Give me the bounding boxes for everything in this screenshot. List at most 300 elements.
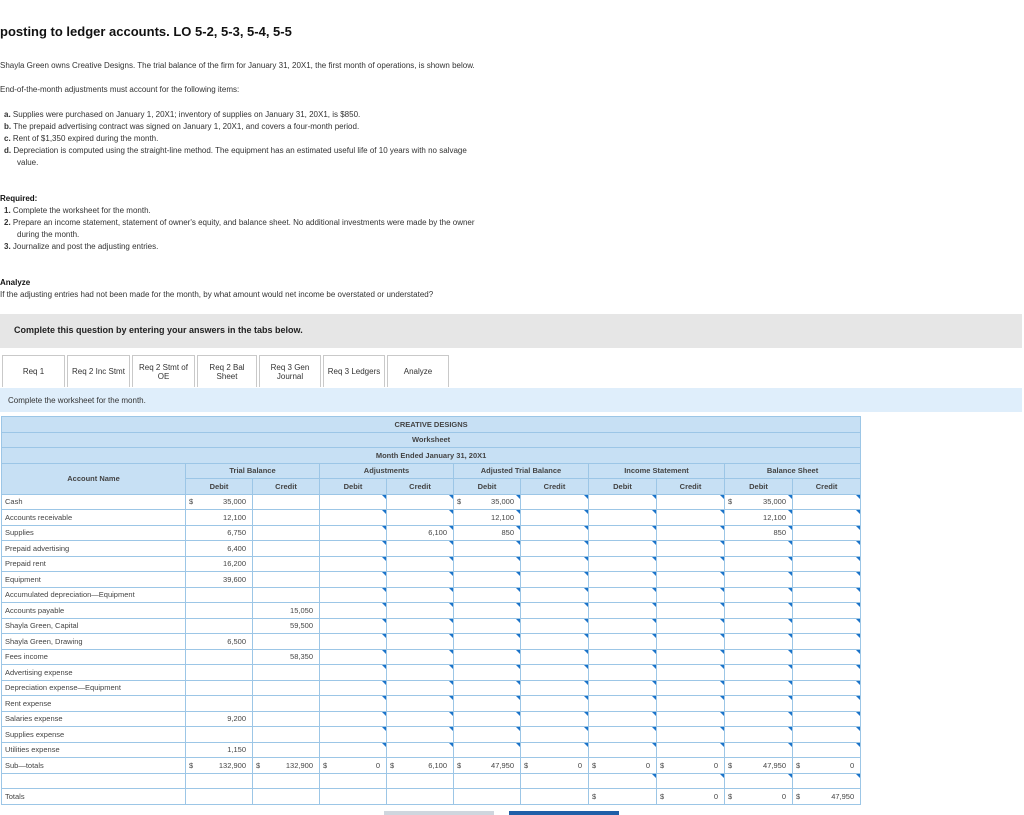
is-d-cell[interactable] xyxy=(589,634,657,650)
is-d-cell[interactable] xyxy=(589,618,657,634)
is-d-cell[interactable] xyxy=(589,742,657,758)
account-name-header: Account Name xyxy=(2,463,186,494)
table-row xyxy=(2,618,861,634)
bs-c-cell[interactable] xyxy=(793,680,861,696)
cell-value: 12,100 xyxy=(223,512,246,522)
is-d-cell[interactable] xyxy=(589,541,657,557)
tb-c-cell xyxy=(253,587,320,603)
adj-d-cell[interactable] xyxy=(320,525,387,541)
currency-symbol: $ xyxy=(189,497,194,507)
is-d-cell[interactable] xyxy=(589,649,657,665)
adj-c-cell[interactable] xyxy=(387,711,454,727)
cell-value: 9,200 xyxy=(227,714,246,724)
is-d-total xyxy=(589,789,657,805)
company-name: CREATIVE DESIGNS xyxy=(2,417,861,433)
currency-symbol: $ xyxy=(256,760,261,770)
is-c-cell[interactable] xyxy=(657,634,725,650)
credit-header: Credit xyxy=(253,479,320,495)
adj-c-cell[interactable] xyxy=(387,649,454,665)
atb-c-cell[interactable] xyxy=(521,665,589,681)
atb-d-cell[interactable] xyxy=(454,727,521,743)
cell-value: 0 xyxy=(713,791,718,801)
atb-c-cell[interactable] xyxy=(521,510,589,526)
tb-c-cell xyxy=(253,494,320,510)
atb-c-cell xyxy=(521,758,589,774)
atb-d-cell[interactable] xyxy=(454,603,521,619)
tb-c-cell xyxy=(253,525,320,541)
bs-c-cell[interactable] xyxy=(793,556,861,572)
currency-symbol: $ xyxy=(660,760,665,770)
bs-c-cell[interactable] xyxy=(793,603,861,619)
bs-d-cell[interactable] xyxy=(725,510,793,526)
is-d-cell[interactable] xyxy=(589,680,657,696)
tb-d-cell xyxy=(186,572,253,588)
tab-req-3-ledgers[interactable]: Req 3 Ledgers xyxy=(323,355,385,387)
cell-value: 0 xyxy=(781,791,786,801)
adj-d-cell[interactable] xyxy=(320,618,387,634)
adj-d-cell[interactable] xyxy=(320,665,387,681)
tb-d-cell xyxy=(186,587,253,603)
totals-label: Totals xyxy=(2,789,186,805)
empty-cell xyxy=(387,789,454,805)
is-d-cell[interactable] xyxy=(589,510,657,526)
account-name: Depreciation expense—Equipment xyxy=(2,680,186,696)
is-d-cell[interactable] xyxy=(589,572,657,588)
adj-d-cell[interactable] xyxy=(320,727,387,743)
table-row xyxy=(2,680,861,696)
tb-c-cell xyxy=(253,711,320,727)
required-item-1: 1. Complete the worksheet for the month. xyxy=(4,206,151,215)
tb-c-cell xyxy=(253,572,320,588)
bs-c-cell[interactable] xyxy=(793,711,861,727)
bs-d-cell[interactable] xyxy=(725,494,793,510)
bs-d-cell[interactable] xyxy=(725,572,793,588)
bs-c-cell[interactable] xyxy=(793,494,861,510)
is-d-input[interactable] xyxy=(589,773,657,789)
empty-cell xyxy=(253,789,320,805)
bs-d-cell[interactable] xyxy=(725,665,793,681)
debit-header: Debit xyxy=(186,479,253,495)
required-heading: Required: xyxy=(0,194,38,203)
cell-value: 16,200 xyxy=(223,559,246,569)
currency-symbol: $ xyxy=(524,760,529,770)
currency-symbol: $ xyxy=(728,760,733,770)
cell-value: 132,900 xyxy=(218,760,246,770)
bs-d-cell[interactable] xyxy=(725,556,793,572)
tb-c-cell xyxy=(253,649,320,665)
atb-d-cell[interactable] xyxy=(454,618,521,634)
tb-c-cell xyxy=(253,618,320,634)
is-c-cell[interactable] xyxy=(657,494,725,510)
bs-d-cell[interactable] xyxy=(725,618,793,634)
adj-d-cell[interactable] xyxy=(320,634,387,650)
atb-c-cell[interactable] xyxy=(521,587,589,603)
bs-c-cell[interactable] xyxy=(793,665,861,681)
account-name: Shayla Green, Drawing xyxy=(2,634,186,650)
required-item-3: 3. Journalize and post the adjusting entries. xyxy=(4,242,159,251)
is-c-cell[interactable] xyxy=(657,696,725,712)
cell-value: 132,900 xyxy=(285,760,313,770)
adj-c-cell[interactable] xyxy=(387,696,454,712)
tb-d-cell xyxy=(186,665,253,681)
cell-value: 58,350 xyxy=(290,652,313,662)
tb-d-cell xyxy=(186,525,253,541)
is-c-cell[interactable] xyxy=(657,572,725,588)
bs-d-total xyxy=(725,789,793,805)
is-c-cell[interactable] xyxy=(657,665,725,681)
account-name: Accounts payable xyxy=(2,603,186,619)
tb-d-cell xyxy=(186,758,253,774)
atb-d-cell[interactable] xyxy=(454,665,521,681)
net-income-row xyxy=(2,773,861,789)
atb-d-cell[interactable] xyxy=(454,696,521,712)
bs-d-cell[interactable] xyxy=(725,634,793,650)
atb-c-cell[interactable] xyxy=(521,494,589,510)
account-name: Prepaid rent xyxy=(2,556,186,572)
is-c-cell[interactable] xyxy=(657,649,725,665)
adjustment-item-b: b. The prepaid advertising contract was signed on January 1, 20X1, and covers a four-month period. xyxy=(4,122,360,131)
is-d-cell xyxy=(589,758,657,774)
tab-req-3-gen-journal[interactable]: Req 3 Gen Journal xyxy=(259,355,321,387)
tb-d-cell xyxy=(186,727,253,743)
bs-d-cell xyxy=(725,758,793,774)
bs-c-cell[interactable] xyxy=(793,525,861,541)
tb-c-cell xyxy=(253,680,320,696)
subtotals-label: Sub—totals xyxy=(2,758,186,774)
instructions-banner: Complete this question by entering your answers in the tabs below. xyxy=(0,314,1022,348)
bs-d-cell[interactable] xyxy=(725,680,793,696)
credit-header: Credit xyxy=(387,479,454,495)
atb-d-cell[interactable] xyxy=(454,556,521,572)
debit-header: Debit xyxy=(454,479,521,495)
table-row xyxy=(2,541,861,557)
bs-d-cell[interactable] xyxy=(725,649,793,665)
empty-cell xyxy=(253,773,320,789)
table-row xyxy=(2,587,861,603)
bs-d-input[interactable] xyxy=(725,773,793,789)
adj-c-cell[interactable] xyxy=(387,727,454,743)
adjustment-item-d: d. Depreciation is computed using the straight-line method. The equipment has an estimated useful life of 10 years with no salvage xyxy=(4,146,467,155)
tb-d-cell xyxy=(186,742,253,758)
bs-d-cell[interactable] xyxy=(725,587,793,603)
is-c-cell[interactable] xyxy=(657,587,725,603)
adj-d-cell[interactable] xyxy=(320,494,387,510)
group-header: Balance Sheet xyxy=(725,463,861,479)
table-row xyxy=(2,572,861,588)
bs-c-cell[interactable] xyxy=(793,649,861,665)
bs-d-cell[interactable] xyxy=(725,711,793,727)
bs-c-cell xyxy=(793,758,861,774)
bs-d-cell[interactable] xyxy=(725,603,793,619)
tab-req-1[interactable]: Req 1 xyxy=(2,355,65,387)
atb-c-cell[interactable] xyxy=(521,556,589,572)
is-c-cell[interactable] xyxy=(657,525,725,541)
account-name: Advertising expense xyxy=(2,665,186,681)
bs-c-cell[interactable] xyxy=(793,587,861,603)
tb-d-cell xyxy=(186,618,253,634)
currency-symbol: $ xyxy=(323,760,328,770)
is-c-cell[interactable] xyxy=(657,510,725,526)
account-name: Accounts receivable xyxy=(2,510,186,526)
cell-value: 15,050 xyxy=(290,605,313,615)
adj-c-cell[interactable] xyxy=(387,556,454,572)
account-name: Accumulated depreciation—Equipment xyxy=(2,587,186,603)
cell-value: 6,100 xyxy=(428,528,447,538)
problem-intro: Shayla Green owns Creative Designs. The trial balance of the firm for January 31, 20X1, the first month of operations, is shown below. xyxy=(0,61,475,70)
bs-c-cell[interactable] xyxy=(793,742,861,758)
account-name: Supplies xyxy=(2,525,186,541)
tab-req-2-stmt-of-oe[interactable]: Req 2 Stmt of OE xyxy=(132,355,195,387)
atb-c-cell[interactable] xyxy=(521,711,589,727)
adj-c-cell[interactable] xyxy=(387,494,454,510)
cell-value: 35,000 xyxy=(491,497,514,507)
is-d-cell[interactable] xyxy=(589,587,657,603)
next-button[interactable] xyxy=(509,811,619,815)
empty-cell xyxy=(186,773,253,789)
currency-symbol: $ xyxy=(592,760,597,770)
atb-d-cell xyxy=(454,758,521,774)
atb-d-cell[interactable] xyxy=(454,572,521,588)
debit-header: Debit xyxy=(320,479,387,495)
atb-c-cell[interactable] xyxy=(521,634,589,650)
adj-d-cell xyxy=(320,758,387,774)
atb-d-cell[interactable] xyxy=(454,510,521,526)
tab-req-2-inc-stmt[interactable]: Req 2 Inc Stmt xyxy=(67,355,130,387)
account-name: Cash xyxy=(2,494,186,510)
atb-d-cell[interactable] xyxy=(454,587,521,603)
table-row xyxy=(2,494,861,510)
adj-c-cell[interactable] xyxy=(387,603,454,619)
bs-c-total xyxy=(793,789,861,805)
adj-d-cell[interactable] xyxy=(320,556,387,572)
tb-d-cell xyxy=(186,541,253,557)
atb-c-cell[interactable] xyxy=(521,727,589,743)
worksheet-period: Month Ended January 31, 20X1 xyxy=(2,448,861,464)
atb-c-cell[interactable] xyxy=(521,541,589,557)
atb-c-cell[interactable] xyxy=(521,649,589,665)
account-name: Equipment xyxy=(2,572,186,588)
adj-c-cell[interactable] xyxy=(387,572,454,588)
debit-header: Debit xyxy=(725,479,793,495)
adj-d-cell[interactable] xyxy=(320,587,387,603)
cell-value: 47,950 xyxy=(763,760,786,770)
bs-d-cell[interactable] xyxy=(725,525,793,541)
tb-d-cell xyxy=(186,696,253,712)
adj-c-cell[interactable] xyxy=(387,634,454,650)
atb-d-cell[interactable] xyxy=(454,742,521,758)
adjustment-item-d-cont: value. xyxy=(17,158,39,167)
adj-d-cell[interactable] xyxy=(320,603,387,619)
is-d-cell[interactable] xyxy=(589,494,657,510)
atb-d-cell[interactable] xyxy=(454,711,521,727)
tb-d-cell xyxy=(186,494,253,510)
adj-d-cell[interactable] xyxy=(320,680,387,696)
tb-c-cell xyxy=(253,634,320,650)
bs-c-cell[interactable] xyxy=(793,618,861,634)
is-d-cell[interactable] xyxy=(589,696,657,712)
net-income-label-input[interactable] xyxy=(2,773,186,789)
atb-c-cell[interactable] xyxy=(521,572,589,588)
cell-value: 39,600 xyxy=(223,574,246,584)
group-header: Adjustments xyxy=(320,463,454,479)
credit-header: Credit xyxy=(657,479,725,495)
cell-value: 0 xyxy=(645,760,650,770)
adj-d-cell[interactable] xyxy=(320,742,387,758)
bs-c-cell[interactable] xyxy=(793,634,861,650)
empty-cell xyxy=(320,789,387,805)
tab-req-2-bal-sheet[interactable]: Req 2 Bal Sheet xyxy=(197,355,257,387)
tb-d-cell xyxy=(186,649,253,665)
empty-cell xyxy=(387,773,454,789)
bs-c-cell[interactable] xyxy=(793,696,861,712)
adj-c-cell[interactable] xyxy=(387,587,454,603)
worksheet-table xyxy=(1,416,861,805)
tab-analyze[interactable]: Analyze xyxy=(387,355,449,387)
tb-d-cell xyxy=(186,510,253,526)
group-header: Adjusted Trial Balance xyxy=(454,463,589,479)
tb-d-cell xyxy=(186,680,253,696)
adj-c-cell xyxy=(387,758,454,774)
table-row xyxy=(2,696,861,712)
credit-header: Credit xyxy=(521,479,589,495)
adj-d-cell[interactable] xyxy=(320,696,387,712)
adj-c-cell[interactable] xyxy=(387,618,454,634)
bs-c-cell[interactable] xyxy=(793,541,861,557)
empty-cell xyxy=(454,789,521,805)
currency-symbol: $ xyxy=(728,497,733,507)
required-item-2: 2. Prepare an income statement, statement of owner's equity, and balance sheet. No additional investments were made by the owner xyxy=(4,218,475,227)
tb-c-cell xyxy=(253,541,320,557)
tb-c-cell xyxy=(253,758,320,774)
tb-c-cell xyxy=(253,556,320,572)
adjustments-intro: End-of-the-month adjustments must account for the following items: xyxy=(0,85,240,94)
bs-c-input[interactable] xyxy=(793,773,861,789)
is-c-cell[interactable] xyxy=(657,618,725,634)
adj-d-cell[interactable] xyxy=(320,649,387,665)
atb-c-cell[interactable] xyxy=(521,742,589,758)
is-c-input[interactable] xyxy=(657,773,725,789)
account-name: Utilities expense xyxy=(2,742,186,758)
tb-d-cell xyxy=(186,556,253,572)
bs-c-cell[interactable] xyxy=(793,727,861,743)
adj-d-cell[interactable] xyxy=(320,711,387,727)
bs-d-cell[interactable] xyxy=(725,727,793,743)
cell-value: 47,950 xyxy=(831,791,855,801)
credit-header: Credit xyxy=(793,479,861,495)
cell-value: 47,950 xyxy=(491,760,514,770)
atb-c-cell[interactable] xyxy=(521,525,589,541)
is-d-cell[interactable] xyxy=(589,603,657,619)
is-d-cell[interactable] xyxy=(589,525,657,541)
cell-value: 0 xyxy=(577,760,582,770)
is-c-cell[interactable] xyxy=(657,742,725,758)
prev-button[interactable] xyxy=(384,811,494,815)
atb-d-cell[interactable] xyxy=(454,541,521,557)
table-row xyxy=(2,742,861,758)
tb-c-cell xyxy=(253,727,320,743)
required-item-2-cont: during the month. xyxy=(17,230,80,239)
adj-c-cell[interactable] xyxy=(387,665,454,681)
account-name: Shayla Green, Capital xyxy=(2,618,186,634)
is-c-cell[interactable] xyxy=(657,680,725,696)
cell-value: 850 xyxy=(773,528,786,538)
currency-symbol: $ xyxy=(728,791,733,801)
atb-d-cell[interactable] xyxy=(454,494,521,510)
table-row xyxy=(2,525,861,541)
cell-value: 12,100 xyxy=(763,512,786,522)
table-row xyxy=(2,649,861,665)
is-c-cell[interactable] xyxy=(657,541,725,557)
cell-value: 35,000 xyxy=(223,497,246,507)
adj-c-cell[interactable] xyxy=(387,541,454,557)
cell-value: 1,150 xyxy=(227,745,246,755)
adj-c-cell[interactable] xyxy=(387,680,454,696)
account-name: Supplies expense xyxy=(2,727,186,743)
currency-symbol: $ xyxy=(457,760,462,770)
analyze-text: If the adjusting entries had not been made for the month, by what amount would net income be overstated or understated? xyxy=(0,290,434,299)
atb-c-cell[interactable] xyxy=(521,618,589,634)
cell-value: 6,500 xyxy=(227,636,246,646)
bs-d-cell[interactable] xyxy=(725,696,793,712)
cell-value: 0 xyxy=(713,760,718,770)
atb-d-cell[interactable] xyxy=(454,525,521,541)
adj-d-cell[interactable] xyxy=(320,510,387,526)
is-c-cell[interactable] xyxy=(657,603,725,619)
tb-d-cell xyxy=(186,603,253,619)
group-header: Trial Balance xyxy=(186,463,320,479)
empty-cell xyxy=(186,789,253,805)
adj-d-cell[interactable] xyxy=(320,572,387,588)
is-d-cell[interactable] xyxy=(589,665,657,681)
table-row xyxy=(2,634,861,650)
atb-c-cell[interactable] xyxy=(521,680,589,696)
adj-c-cell[interactable] xyxy=(387,525,454,541)
is-c-cell[interactable] xyxy=(657,711,725,727)
adj-c-cell[interactable] xyxy=(387,510,454,526)
adj-c-cell[interactable] xyxy=(387,742,454,758)
empty-cell xyxy=(521,789,589,805)
bs-c-cell[interactable] xyxy=(793,572,861,588)
is-d-cell[interactable] xyxy=(589,727,657,743)
empty-cell xyxy=(320,773,387,789)
cell-value: 35,000 xyxy=(763,497,786,507)
is-c-cell[interactable] xyxy=(657,556,725,572)
group-header: Income Statement xyxy=(589,463,725,479)
atb-d-cell[interactable] xyxy=(454,634,521,650)
bs-d-cell[interactable] xyxy=(725,541,793,557)
is-d-cell[interactable] xyxy=(589,711,657,727)
worksheet-name: Worksheet xyxy=(2,432,861,448)
atb-d-cell[interactable] xyxy=(454,649,521,665)
atb-d-cell[interactable] xyxy=(454,680,521,696)
cell-value: 6,750 xyxy=(227,528,246,538)
totals-row xyxy=(2,789,861,805)
cell-value: 59,500 xyxy=(290,621,313,631)
atb-c-cell[interactable] xyxy=(521,696,589,712)
is-c-cell[interactable] xyxy=(657,727,725,743)
account-name: Rent expense xyxy=(2,696,186,712)
table-row xyxy=(2,556,861,572)
cell-value: 6,100 xyxy=(428,760,447,770)
currency-symbol: $ xyxy=(390,760,395,770)
atb-c-cell[interactable] xyxy=(521,603,589,619)
bs-d-cell[interactable] xyxy=(725,742,793,758)
adj-d-cell[interactable] xyxy=(320,541,387,557)
cell-value: 0 xyxy=(849,760,855,770)
bs-c-cell[interactable] xyxy=(793,510,861,526)
currency-symbol: $ xyxy=(796,760,801,770)
is-d-cell[interactable] xyxy=(589,556,657,572)
